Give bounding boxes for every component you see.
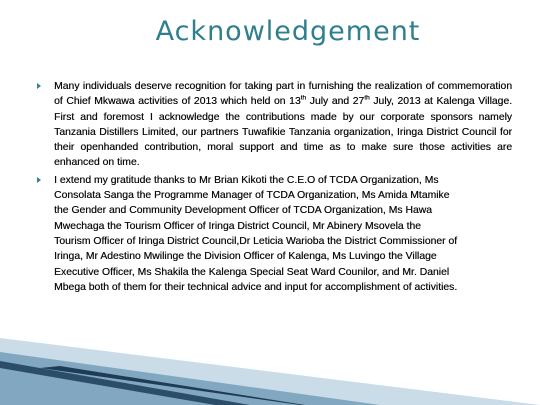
- bullet-line: Iringa, Mr Adestino Mwilinge the Division Officer of Kalenga, Ms Luvingo the Village: [54, 251, 437, 263]
- bullet-line: I extend my gratitude thanks to Mr Brian Kikoti the C.E.O of TCDA Organization, Ms: [54, 174, 439, 186]
- bullet-line: Tourism Officer of Iringa District Council,Dr Leticia Warioba the District Commissioner of: [54, 235, 458, 247]
- ordinal-suffix: th: [364, 94, 370, 102]
- bullet-text-segment: Many individuals deserve recognition for taking part in furnishing the realization of commemoration of Chief Mkwawa activities of 2013 which held on 13: [54, 81, 512, 108]
- bullet-arrow-icon: [30, 79, 54, 93]
- bullet-item: [30, 173, 512, 295]
- bullet-line: Executive Officer, Ms Shakila the Kalenga Special Seat Ward Counilor, and Mr. Daniel: [54, 266, 450, 278]
- stripe-dark-edge: [0, 361, 250, 405]
- bullet-line: the Gender and Community Development Officer of TCDA Organization, Ms Hawa: [54, 205, 432, 217]
- ordinal-suffix: th: [300, 94, 307, 102]
- bullet-line: Consolata Sanga the Programme Manager of TCDA Organization, Ms Amida Mtamike: [54, 190, 450, 202]
- bullet-text-sponsors: [54, 79, 512, 171]
- stripe-light: [0, 338, 540, 405]
- bullet-text-segment: July, 2013 at Kalenga Village. First and foremost I acknowledge the contributions made by our corporate sponsors namely Tanzania Distillers Limited, our partners Tuwafikie Tanzania organization, Iringa District Council for their openhanded contribution, moral support and time as to make sure those activities are enhanced on time.: [54, 96, 512, 169]
- bullet-text-segment: July and 27: [306, 96, 365, 108]
- bullet-line: Mwechaga the Tourism Officer of Iringa District Council, Mr Abinery Msovela the: [54, 220, 421, 232]
- stripe-dark: [40, 366, 305, 405]
- stripe-mid: [0, 352, 380, 405]
- bullet-item: [30, 79, 512, 171]
- bullet-text-thanks: [54, 173, 512, 295]
- slide-title: Acknowledgement: [155, 16, 421, 47]
- slide-content: [30, 79, 512, 295]
- bullet-line: Mbega both of them for their technical advice and input for accomplishment of activities.: [54, 281, 458, 293]
- bullet-arrow-icon: [30, 173, 54, 187]
